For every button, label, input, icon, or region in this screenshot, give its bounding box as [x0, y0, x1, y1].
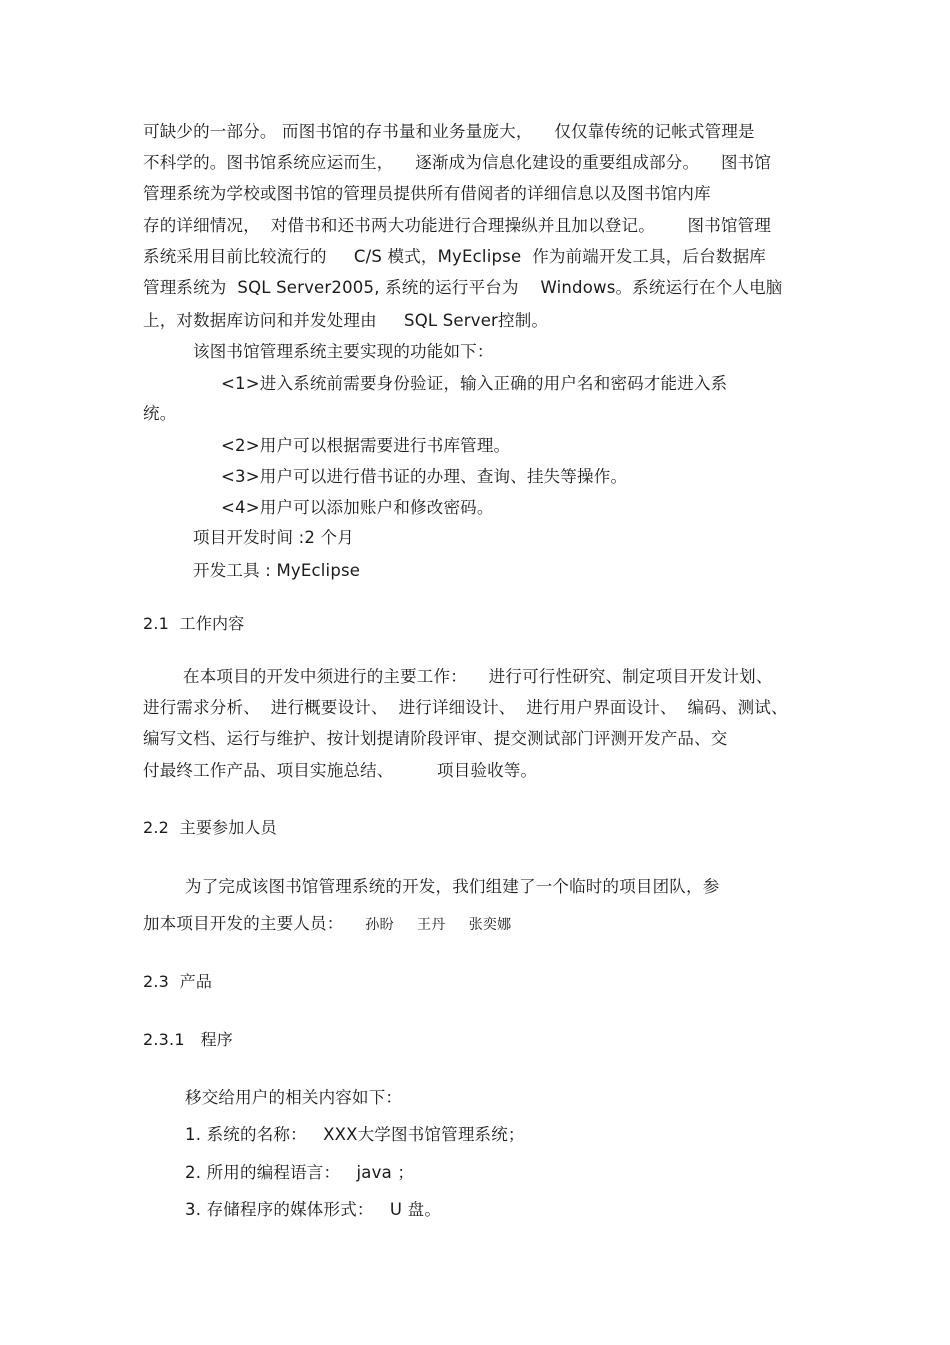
- intro-line-7: 上，对数据库访问和并发处理由 SQL Server控制。: [143, 311, 549, 330]
- deliverables-intro: 移交给用户的相关内容如下：: [185, 1088, 403, 1107]
- section-2-2-line-1: 为了完成该图书馆管理系统的开发，我们组建了一个临时的项目团队，参: [185, 877, 720, 896]
- section-2-1-line-2: 进行需求分析、 进行概要设计、 进行详细设计、 进行用户界面设计、 编码、测试、: [143, 698, 788, 717]
- section-2-1-heading: 2.1 工作内容: [143, 614, 245, 633]
- dev-time: 项目开发时间 :2 个月: [193, 528, 354, 547]
- section-2-1-line-1: 在本项目的开发中须进行的主要工作： 进行可行性研究、制定项目开发计划、: [183, 667, 773, 686]
- section-2-1-line-3: 编写文档、运行与维护、按计划提请阶段评审、提交测试部门评测开发产品、交: [143, 729, 728, 748]
- function-3: <3>用户可以进行借书证的办理、查询、挂失等操作。: [221, 467, 628, 486]
- function-2: <2>用户可以根据需要进行书库管理。: [221, 436, 511, 455]
- dev-tool: 开发工具 : MyEclipse: [193, 561, 361, 580]
- intro-line-5: 系统采用目前比较流行的 C/S 模式，MyEclipse 作为前端开发工具，后台数据库: [143, 247, 767, 266]
- function-4: <4>用户可以添加账户和修改密码。: [221, 498, 494, 517]
- deliverable-item-2: 2. 所用的编程语言： java ；: [185, 1163, 415, 1182]
- functions-intro: 该图书馆管理系统主要实现的功能如下：: [193, 342, 494, 361]
- function-1-line-2: 统。: [143, 404, 177, 423]
- intro-line-3: 管理系统为学校或图书馆的管理员提供所有借阅者的详细信息以及图书馆内库: [143, 184, 711, 203]
- intro-line-6: 管理系统为 SQL Server2005, 系统的运行平台为 Windows。系统运行在个人电脑: [143, 278, 783, 297]
- participants-label: 加本项目开发的主要人员：: [143, 914, 344, 933]
- section-2-2-heading: 2.2 主要参加人员: [143, 818, 277, 837]
- intro-line-2: 不科学的。图书馆系统应运而生， 逐渐成为信息化建设的重要组成部分。 图书馆: [143, 153, 772, 172]
- section-2-3-heading: 2.3 产品: [143, 972, 213, 991]
- participants-names: 孙盼 王丹 张奕娜: [365, 917, 512, 933]
- section-2-3-1-heading: 2.3.1 程序: [143, 1030, 233, 1049]
- deliverable-item-3: 3. 存储程序的媒体形式： U 盘。: [185, 1200, 442, 1219]
- deliverable-item-1: 1. 系统的名称： XXX大学图书馆管理系统；: [185, 1125, 525, 1144]
- function-1-line-1: <1>进入系统前需要身份验证，输入正确的用户名和密码才能进入系: [221, 374, 728, 393]
- intro-line-4: 存的详细情况， 对借书和还书两大功能进行合理操纵并且加以登记。 图书馆管理: [143, 216, 772, 235]
- section-2-2-line-2: [143, 913, 511, 936]
- section-2-1-line-4: 付最终工作产品、项目实施总结、 项目验收等。: [143, 761, 538, 780]
- intro-line-1: 可缺少的一部分。 而图书馆的存书量和业务量庞大， 仅仅靠传统的记帐式管理是: [143, 122, 755, 141]
